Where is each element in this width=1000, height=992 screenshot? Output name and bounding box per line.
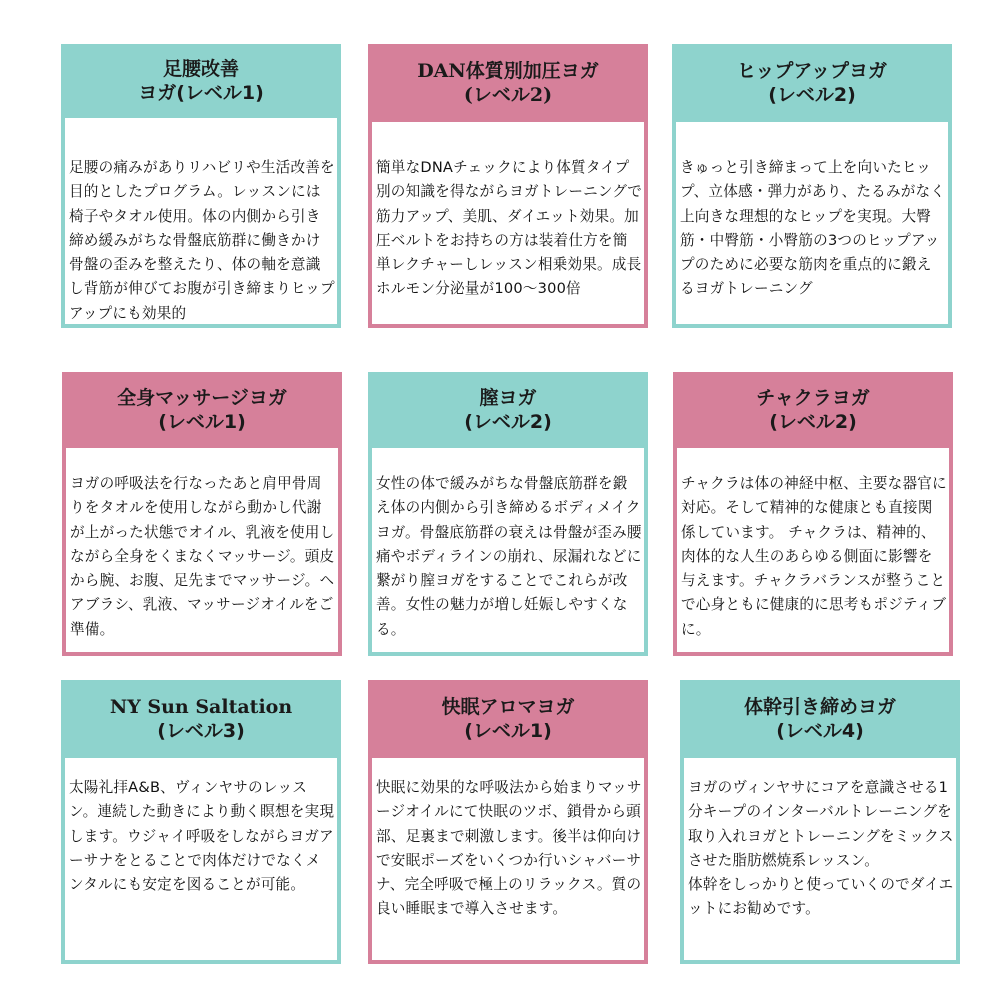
- card-description: 女性の体で緩みがちな骨盤底筋群を鍛え体の内側から引き締めるボディメイクヨガ。骨盤底筋群の衰えは骨盤が歪み腰痛やボディラインの崩れ、尿漏れなどに繋がり膣ヨガをすることでこれらが改善。女性の魅力が増し妊娠しやすくなる。: [376, 475, 642, 638]
- card-header: [368, 372, 648, 448]
- card-header: [680, 680, 960, 758]
- card-level: (レベル2): [463, 84, 553, 106]
- card-title: チャクラヨガ: [756, 387, 870, 409]
- card-level: (レベル3): [157, 720, 245, 742]
- card-title: 体幹引き締めヨガ: [743, 696, 896, 718]
- class-card-foot-waist: [61, 44, 341, 328]
- card-header: [673, 372, 953, 448]
- card-title: 全身マッサージヨガ: [117, 387, 287, 409]
- card-header: [62, 372, 342, 448]
- card-description: チャクラは体の神経中枢、主要な器官に対応。そして精神的な健康とも直接関係しています。 チャクラは、精神的、肉体的な人生のあらゆる側面に影響を与えます。チャクラバランスが整うことで心身ともに健康的に思考もポジティブに。: [681, 475, 947, 638]
- class-card-sleep-aroma: [368, 680, 648, 964]
- class-card-ny-sun-salutation: [61, 680, 341, 964]
- card-header: [368, 44, 648, 122]
- card-title: 快眠アロマヨガ: [441, 696, 575, 718]
- card-description: 快眠に効果的な呼吸法から始まりマッサージオイルにて快眠のツボ、鎖骨から頭部、足裏まで刺激します。後半は仰向けで安眠ポーズをいくつか行いシャバーサナ、完全呼吸で極上のリラックス。質の良い睡眠まで導入させます。: [376, 779, 642, 918]
- card-title: ヒップアップヨガ: [736, 60, 888, 82]
- card-level: (レベル1): [158, 411, 246, 433]
- card-level: ヨガ(レベル1): [138, 82, 264, 104]
- card-description: ヨガのヴィンヤサにコアを意識させる1分キープのインターバルトレーニングを取り入れヨガとトレーニングをミックスさせた脂肪燃焼系レッスン。 体幹をしっかりと使っていくのでダイエットにお勧めです。: [688, 779, 954, 918]
- card-header: [368, 680, 648, 758]
- card-header: [61, 44, 341, 118]
- card-description: 足腰の痛みがありリハビリや生活改善を目的としたプログラム。レッスンには椅子やタオル使用。体の内側から引き締め緩みがちな骨盤底筋群に働きかけ骨盤の歪みを整えたり、体の軸を意識し背筋が伸びてお腹が引き締まりヒップアップにも効果的: [69, 159, 335, 322]
- card-level: (レベル2): [768, 84, 856, 106]
- class-card-hip-up: [672, 44, 952, 328]
- card-level: (レベル4): [776, 720, 864, 742]
- class-card-vagina-yoga: [368, 372, 648, 656]
- card-title: 足腰改善: [162, 58, 239, 80]
- card-header: [61, 680, 341, 758]
- class-card-core-training: [680, 680, 960, 964]
- class-card-full-body-massage: [62, 372, 342, 656]
- card-description: 太陽礼拝A&B、ヴィンヤサのレッスン。連続した動きにより動く瞑想を実現します。ウジャイ呼吸をしながらヨガアーサナをとることで肉体だけでなくメンタルにも安定を図ることが可能。: [69, 779, 335, 894]
- card-description: きゅっと引き締まって上を向いたヒップ、立体感・弾力があり、たるみがなく上向きな理想的なヒップを実現。大臀筋・中臀筋・小臀筋の3つのヒップアップのために必要な筋肉を重点的に鍛えるヨガトレーニング: [680, 159, 946, 298]
- card-level: (レベル2): [769, 411, 857, 433]
- card-description: ヨガの呼吸法を行なったあと肩甲骨周りをタオルを使用しながら動かし代謝が上がった状態でオイル、乳液を使用しながら全身をくまなくマッサージ。頭皮から腕、お腹、足先までマッサージ。ヘアブラシ、乳液、マッサージオイルをご準備。: [70, 475, 335, 638]
- class-card-dan-kaatsu: [368, 44, 648, 328]
- card-description: 簡単なDNAチェックにより体質タイプ別の知識を得ながらヨガトレーニングで筋力アップ、美肌、ダイエット効果。加圧ベルトをお持ちの方は装着仕方を簡単レクチャーしレッスン相乗効果。成長ホルモン分泌量が100〜300倍: [376, 159, 642, 298]
- class-card-chakra: [673, 372, 953, 656]
- card-level: (レベル2): [464, 411, 552, 433]
- card-title: DAN体質別加圧ヨガ: [417, 60, 599, 82]
- card-title: NY Sun Saltation: [109, 696, 293, 718]
- card-level: (レベル1): [464, 720, 552, 742]
- card-header: [672, 44, 952, 122]
- card-title: 膣ヨガ: [479, 387, 537, 409]
